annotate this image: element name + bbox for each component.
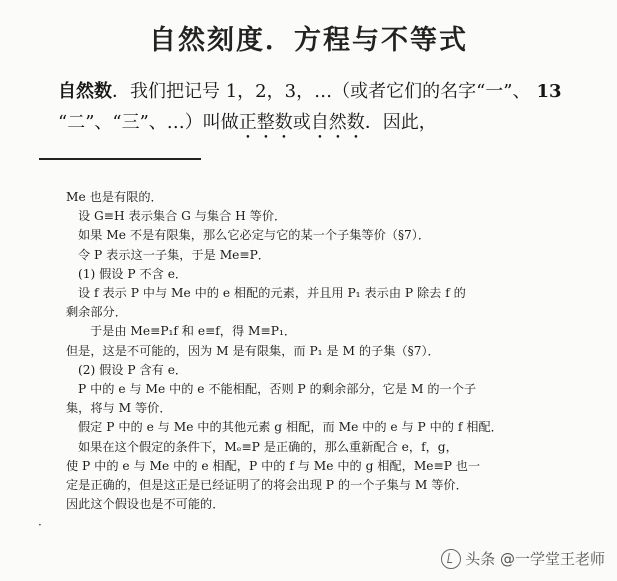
- intro-line-2-after: ．因此，: [364, 112, 437, 133]
- page-title: 自然刻度．方程与不等式: [149, 25, 468, 56]
- intro-line-2-mid: 或: [292, 112, 311, 133]
- proof-line: (1) 假设 P 不含 e．: [78, 266, 188, 281]
- watermark-text: 头条 @一学堂王老师: [465, 550, 605, 568]
- proof-line: 剩余部分．: [66, 305, 127, 320]
- proof-line: 设 G≡H 表示集合 G 与集合 H 等价．: [78, 209, 287, 224]
- proof-line: 如果在这个假定的条件下，Mₑ≡P 是正确的，那么重新配合 e，f，g，: [78, 439, 458, 454]
- stray-mark: ·: [38, 518, 42, 532]
- proof-line: 设 f 表示 P 中与 Me 中的 e 相配的元素，并且用 P₁ 表示由 P 除去 f 的: [78, 286, 466, 301]
- proof-line: 定是正确的，但是这正是已经证明了的将会出现 P 的一个子集与 M 等价．: [66, 478, 468, 493]
- proof-line: 如果 Me 不是有限集，那么它必定与它的某一个子集等价（§7）．: [78, 228, 431, 243]
- term-natural-number: 自然数: [58, 81, 112, 102]
- proof-line: 假定 P 中的 e 与 Me 中的其他元素 g 相配，而 Me 中的 e 与 P 中的 f 相配．: [78, 420, 503, 435]
- section-divider: [39, 158, 201, 160]
- proof-text: [66, 188, 594, 514]
- proof-line: 但是，这是不可能的，因为 M 是有限集，而 P₁ 是 M 的子集（§7）．: [66, 343, 440, 358]
- intro-line-1-text: ．我们把记号 1，2，3，…（或者它们的名字“一”、: [112, 81, 531, 102]
- margin-number: 13: [536, 81, 562, 102]
- proof-line: 集，将与 M 等价．: [66, 401, 172, 416]
- proof-line: P 中的 e 与 Me 中的 e 不能相配，否则 P 的剩余部分，它是 M 的一个子: [78, 382, 477, 397]
- intro-line-2: [58, 107, 606, 143]
- emphasis-positive-integer: 正整数: [238, 112, 293, 133]
- intro-line-2-before: “二”、“三”、…）叫做: [58, 112, 239, 133]
- intro-line-1: [58, 76, 606, 107]
- emphasis-natural-number: 自然数: [310, 112, 365, 133]
- proof-line: (2) 假设 P 含有 e．: [78, 362, 188, 377]
- intro-paragraph: [58, 76, 606, 143]
- proof-line: 因此这个假设也是不可能的．: [66, 497, 225, 512]
- watermark-logo-icon: [441, 549, 461, 569]
- watermark: [441, 548, 605, 569]
- proof-line: 使 P 中的 e 与 Me 中的 e 相配，P 中的 f 与 Me 中的 g 相配，Me≡P 也一: [66, 458, 481, 473]
- proof-line: 于是由 Me≡P₁f 和 e≡f，得 M≡P₁．: [90, 324, 297, 339]
- proof-line: 令 P 表示这一子集，于是 Me≡P．: [78, 247, 270, 262]
- proof-line: Me 也是有限的．: [66, 190, 163, 204]
